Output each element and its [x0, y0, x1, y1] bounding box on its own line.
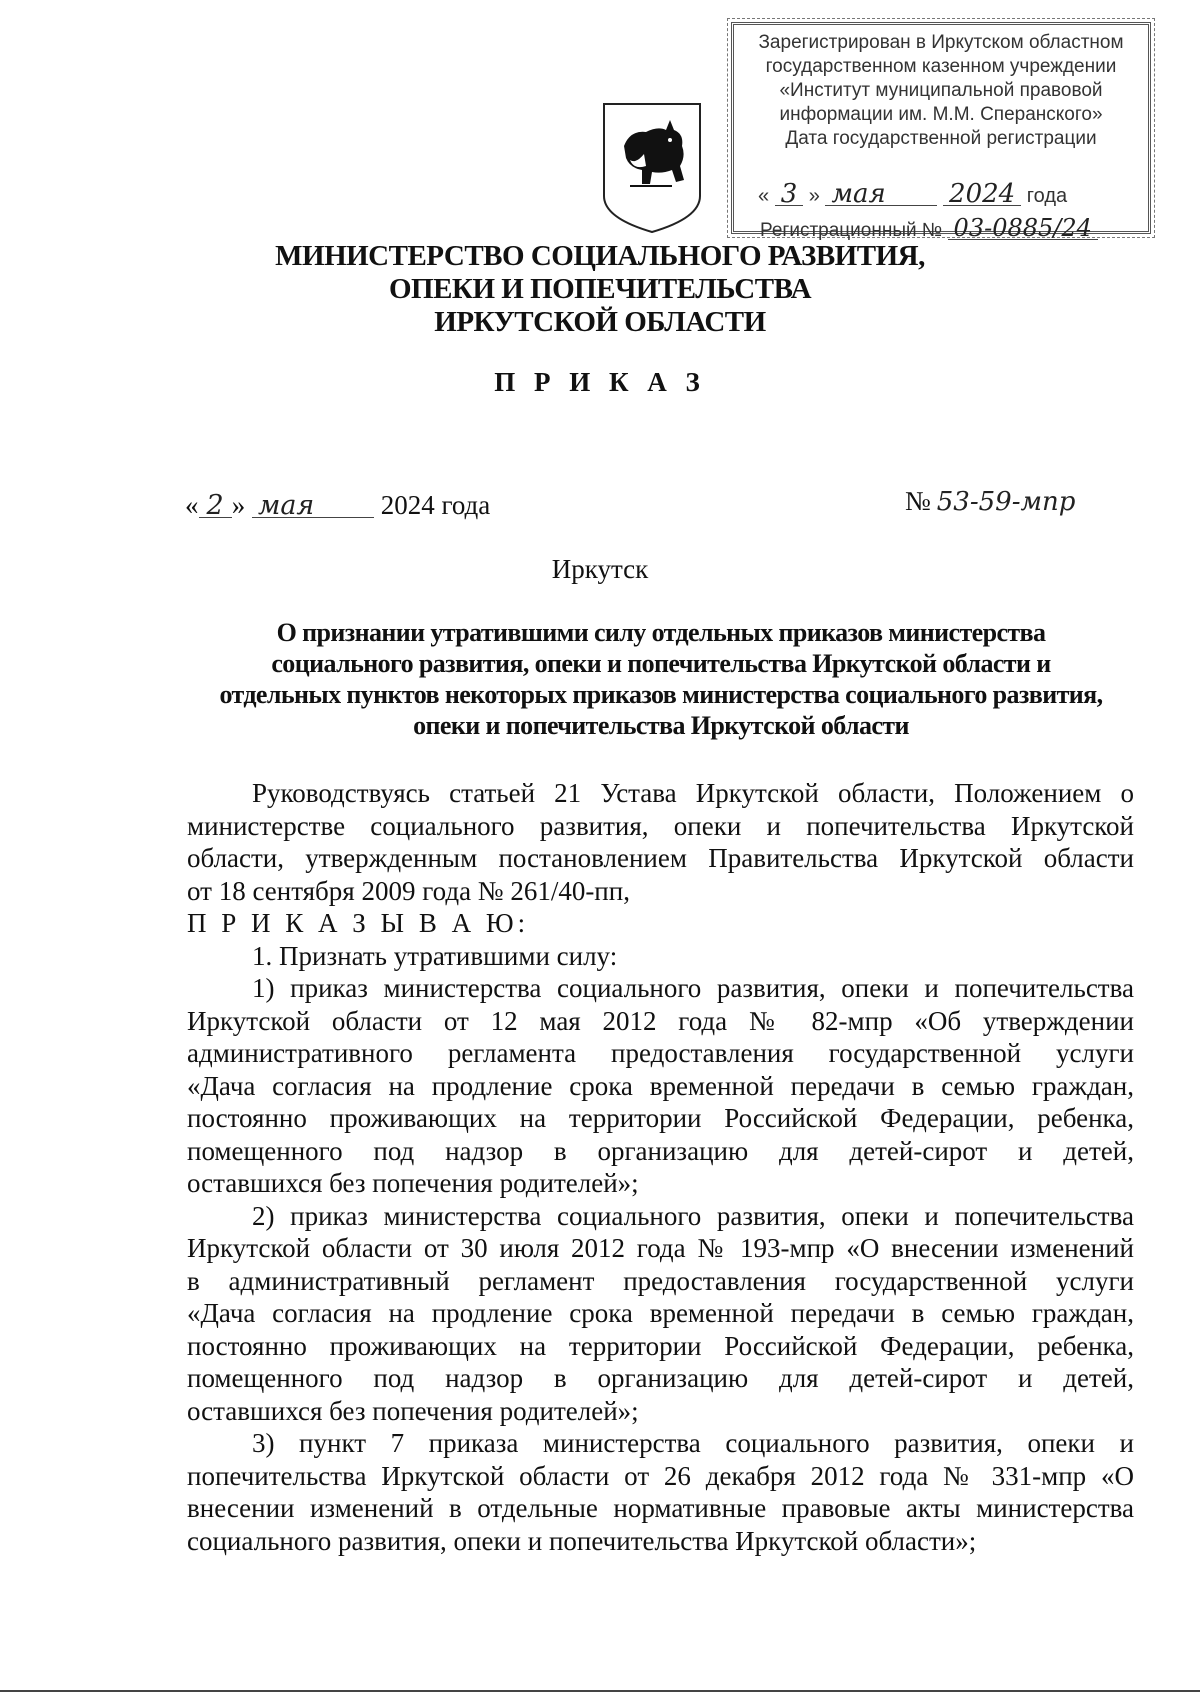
subject-line-3: отдельных пунктов некоторых приказов министерства социального развития,: [219, 680, 1103, 709]
ministry-name: [0, 240, 1200, 339]
body-line: помещенного под надзор в организацию для детей-сирот и детей,: [187, 1135, 1134, 1166]
stamp-date-mid: »: [808, 185, 820, 207]
body-line: «Дача согласия на продление срока временной передачи в семью граждан,: [187, 1298, 1134, 1328]
body-line: 3) пункт 7 приказа министерства социального развития, опеки и: [252, 1428, 1134, 1458]
body-line: оставшихся без попечения родителей»;: [187, 1395, 639, 1426]
body-line: Иркутской области от 12 мая 2012 года № 82-мпр «Об утверждении: [187, 1005, 1134, 1036]
body-line: области, утвержденным постановлением Правительства Иркутской области: [187, 843, 1134, 873]
stamp-reg-label: Регистрационный №: [760, 220, 943, 241]
body-line: 1. Признать утратившими силу:: [252, 940, 618, 971]
coat-of-arms-icon: [600, 100, 704, 234]
order-subject: [186, 617, 1136, 741]
body-line: административного регламента предоставления государственной услуги: [187, 1038, 1134, 1068]
order-date-open: «: [185, 490, 199, 520]
ministry-line-1: МИНИСТЕРСТВО СОЦИАЛЬНОГО РАЗВИТИЯ,: [275, 240, 925, 272]
order-number: [905, 486, 1081, 517]
body-line: 2) приказ министерства социального развития, опеки и попечительства: [252, 1200, 1134, 1231]
body-line: «Дача согласия на продление срока временной передачи в семью граждан,: [187, 1070, 1134, 1101]
body-line: Иркутской области от 30 июля 2012 года № 193-мпр «О внесении изменений: [187, 1233, 1134, 1263]
stamp-date-year: 2024: [943, 183, 1021, 206]
body-line: 1) приказ министерства социального развития, опеки и попечительства: [252, 973, 1134, 1003]
stamp-line-2: государственном казенном учреждении: [765, 56, 1117, 77]
stamp-date-open: «: [758, 185, 770, 207]
body-line: Руководствуясь статьей 21 Устава Иркутской области, Положением о: [252, 778, 1134, 808]
stamp-line-3: «Институт муниципальной правовой: [779, 80, 1103, 101]
stamp-reg-number: 03-0885/24: [948, 217, 1098, 240]
order-date-close: »: [231, 490, 246, 520]
body-line: попечительства Иркутской области от 26 декабря 2012 года № 331-мпр «О: [187, 1460, 1134, 1491]
order-date: [185, 490, 490, 521]
body-line-orders: П Р И К А З Ы В А Ю:: [187, 908, 530, 938]
subject-line-4: опеки и попечительства Иркутской области: [413, 711, 909, 740]
stamp-date-day: 3: [775, 183, 804, 206]
body-line: от 18 сентября 2009 года № 261/40-пп,: [187, 875, 630, 906]
order-body: [187, 777, 1134, 1557]
stamp-line-4: информации им. М.М. Сперанского»: [779, 104, 1103, 125]
body-line: помещенного под надзор в организацию для детей-сирот и детей,: [187, 1363, 1134, 1393]
order-title: П Р И К А З: [494, 367, 706, 397]
body-line: внесении изменений в отдельные нормативные правовые акты министерства: [187, 1493, 1134, 1523]
body-line: постоянно проживающих на территории Российской Федерации, ребенка,: [187, 1103, 1134, 1133]
stamp-line-1: Зарегистрирован в Иркутском областном: [758, 32, 1124, 53]
body-line: в административный регламент предоставления государственной услуги: [187, 1265, 1134, 1296]
order-date-day: 2: [199, 495, 232, 518]
body-line: министерстве социального развития, опеки и попечительства Иркутской: [187, 810, 1134, 841]
stamp-date-suffix: года: [1026, 185, 1068, 207]
order-date-year: 2024 года: [380, 490, 491, 520]
stamp-date-month: мая: [825, 183, 937, 206]
order-number-label: №: [905, 486, 931, 516]
stamp-line-5: Дата государственной регистрации: [785, 128, 1097, 149]
order-number-value: 53-59-мпр: [936, 487, 1076, 517]
body-line: социального развития, опеки и попечительства Иркутской области»;: [187, 1525, 977, 1556]
page-bottom-rule: [0, 1690, 1200, 1692]
body-line: оставшихся без попечения родителей»;: [187, 1168, 639, 1198]
registration-stamp: [731, 22, 1151, 242]
subject-line-2: социального развития, опеки и попечительства Иркутской области и: [271, 649, 1051, 678]
stamp-date-row: [758, 179, 1128, 209]
body-line: постоянно проживающих на территории Российской Федерации, ребенка,: [187, 1330, 1134, 1361]
ministry-line-3: ИРКУТСКОЙ ОБЛАСТИ: [434, 306, 766, 338]
order-city: Иркутск: [551, 554, 649, 584]
subject-line-1: О признании утратившими силу отдельных приказов министерства: [276, 618, 1046, 647]
order-date-month: мая: [252, 495, 374, 518]
ministry-line-2: ОПЕКИ И ПОПЕЧИТЕЛЬСТВА: [388, 273, 812, 305]
